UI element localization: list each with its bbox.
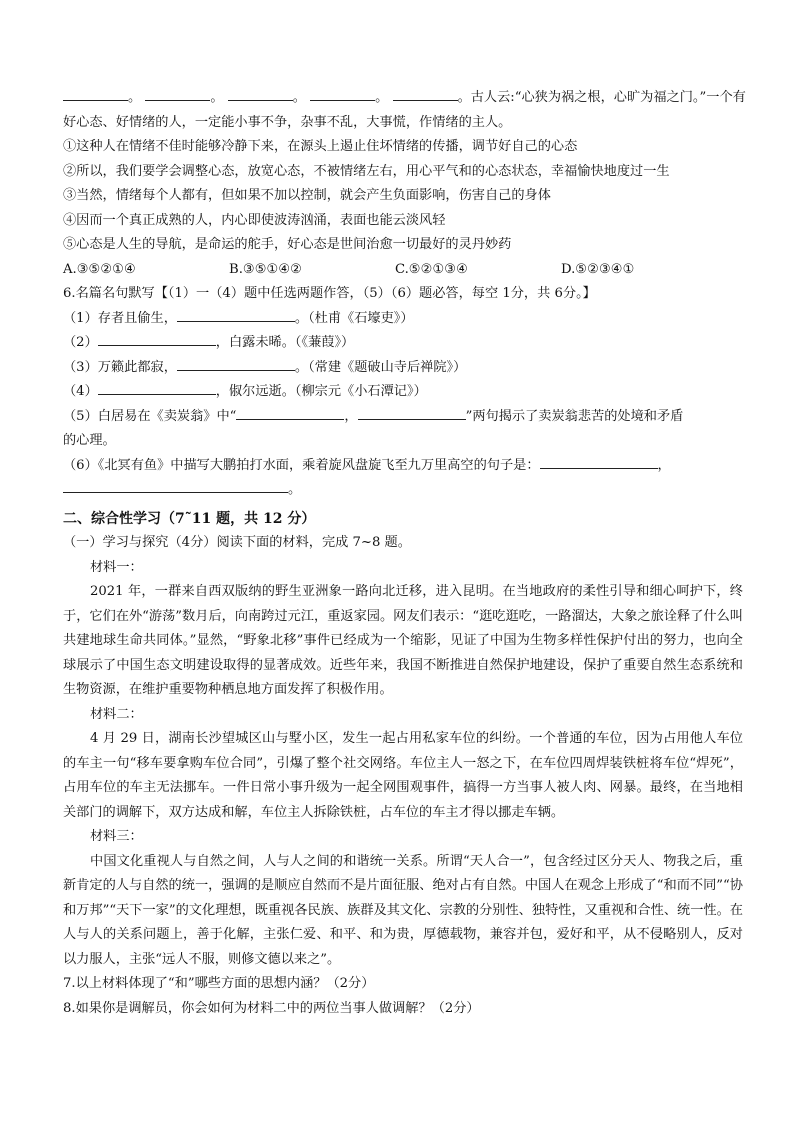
q5-item-3: ③当然，情绪每个人都有，但如果不加以控制，就会产生负面影响，伤害自己的身体 [63,188,551,203]
exam-page [63,86,746,1021]
section-intro: （一）学习与探究（4分）阅读下面的材料，完成 7~8 题。 [63,535,411,550]
answer-blank-2[interactable] [145,86,210,101]
section-heading: 二、综合性学习（7˜11 题，共 12 分） [63,510,316,527]
option-c[interactable]: C.⑤②①③④ [395,261,468,277]
answer-blank[interactable] [177,356,295,371]
q6-line-5-cont: 的心理。 [63,433,116,448]
q5-item-4: ④因而一个真正成熟的人，内心即使波涛汹涌，表面也能云淡风轻 [63,212,446,228]
q6-line-5: （5）白居易在《卖炭翁》中“ ， ”两句揭示了卖炭翁悲苦的处境和矛盾 [63,405,743,430]
q6-line-3: （3）万籁此都寂， 。（常建《题破山寺后禅院》） [63,356,743,381]
answer-blank[interactable] [540,454,658,469]
answer-blank-5[interactable] [393,86,458,101]
material-1-label: 材料一： [90,559,143,575]
q6-line-4: （4） ，俶尔远逝。（柳宗元《小石潭记》） [63,380,743,405]
q6-line-2: （2） ，白露未晞。（《蒹葭》） [63,331,743,356]
answer-blank[interactable] [236,405,344,420]
material-3-label: 材料三： [90,829,143,844]
answer-blank[interactable] [63,478,288,493]
q5-quote: 。古人云:“心狭为祸之根，心旷为福之门。”一个有 [457,90,746,105]
material-1-text: 2021 年，一群来自西双版纳的野生亚洲象一路向北迁移，进入昆明。在当地政府的柔性引导和细心呵护下，终于，它们在外“游荡”数月后，向南跨过元江，重返家园。网友们表示：“逛吃逛吃，一路溜达，大象之旅诠释了什么叫共建地球生命共同体。”显然，“野象北移”事件已经成为一个缩影，见证了中国为生物多样性保护付出的努力，也向全球展示了中国生态文明建设取得的显著成效。近些年来，我国不断推进自然保护地建设，保护了重要自然生态系统和生物资源，在维护重要物种栖息地方面发挥了积极作用。 [63,584,743,697]
answer-blank-3[interactable] [228,86,293,101]
q5-item-2: ②所以，我们要学会调整心态，放宽心态，不被情绪左右，用心平气和的心态状态，幸福愉快地度过一生 [63,163,670,179]
answer-blank-4[interactable] [310,86,375,101]
option-b[interactable]: B.③⑤①④② [229,261,302,277]
q5-line2: 好心态、好情绪的人，一定能小事不争，杂事不乱，大事慌，作情绪的主人。 [63,114,512,130]
q5-options [63,258,743,283]
answer-blank[interactable] [177,307,295,322]
material-2-label: 材料二： [90,706,143,722]
material-3-text: 中国文化重视人与自然之间，人与人之间的和谐统一关系。所谓“天人合一”，包含经过区分天人、物我之后，重新肯定的人与自然的统一，强调的是顺应自然而不是片面征服、绝对占有自然。中国人在观念上形成了“和而不同”“协和万邦”“天下一家”的文化理想，既重视各民族、族群及其文化、宗教的分别性、独特性，又重视和合性、统一性。在人与人的关系问题上，善于化解，主张仁爱、和平、和为贵，厚德载物，兼容并包，爱好和平，从不侵略别人，反对以力服人，主张“远人不服，则修文德以来之”。 [63,853,743,967]
answer-blank[interactable] [358,405,466,420]
q5-blanks-line: 。 。 。 。 。古人云:“心狭为祸之根，心旷为福之门。”一个有 [63,86,743,111]
q6-line-1: （1）存者且偷生， 。（杜甫《石壕吏》） [63,307,743,332]
option-d[interactable]: D.⑤②③④① [561,261,635,277]
answer-blank[interactable] [98,331,216,346]
q5-item-1: ①这种人在情绪不佳时能够冷静下来，在源头上遏止住坏情绪的传播，调节好自己的心态 [63,139,578,154]
q6-title: 6.名篇名句默写【（1）一（4）题中任选两题作答，（5）（6）题必答，每空 1分，共 6分。】 [63,286,596,301]
material-2-text: 4 月 29 日，湖南长沙望城区山与墅小区，发生一起占用私家车位的纠纷。一个普通的车位，因为占用他人车位的车主一句“移车要拿购车位合同”，引爆了整个社交网络。车位主人一怒之下，在车位四周焊装铁桩将车位“焊死”，占用车位的车主无法挪车。一件日常小事升级为一起全网围观事件，搞得一方当事人被人肉、网暴。最终，在当地相关部门的调解下，双方达成和解，车位主人拆除铁桩，占车位的车主才得以挪走车辆。 [63,731,743,820]
answer-blank-1[interactable] [63,86,128,101]
q6-line-6: （6）《北冥有鱼》中描写大鹏拍打水面，乘着旋风盘旋飞至九万里高空的句子是： ， [63,454,743,479]
question-8: 8.如果你是调解员，你会如何为材料二中的两位当事人做调解？（2分） [63,1000,480,1016]
option-a[interactable]: A.③⑤②①④ [63,261,136,277]
answer-blank[interactable] [98,380,216,395]
question-7: 7.以上材料体现了“和”哪些方面的思想内涵？（2分） [63,976,375,991]
q6-line-6-cont: 。 [63,478,743,503]
q5-item-5: ⑤心态是人生的导航，是命运的舵手，好心态是世间治愈一切最好的灵丹妙药 [63,237,512,252]
